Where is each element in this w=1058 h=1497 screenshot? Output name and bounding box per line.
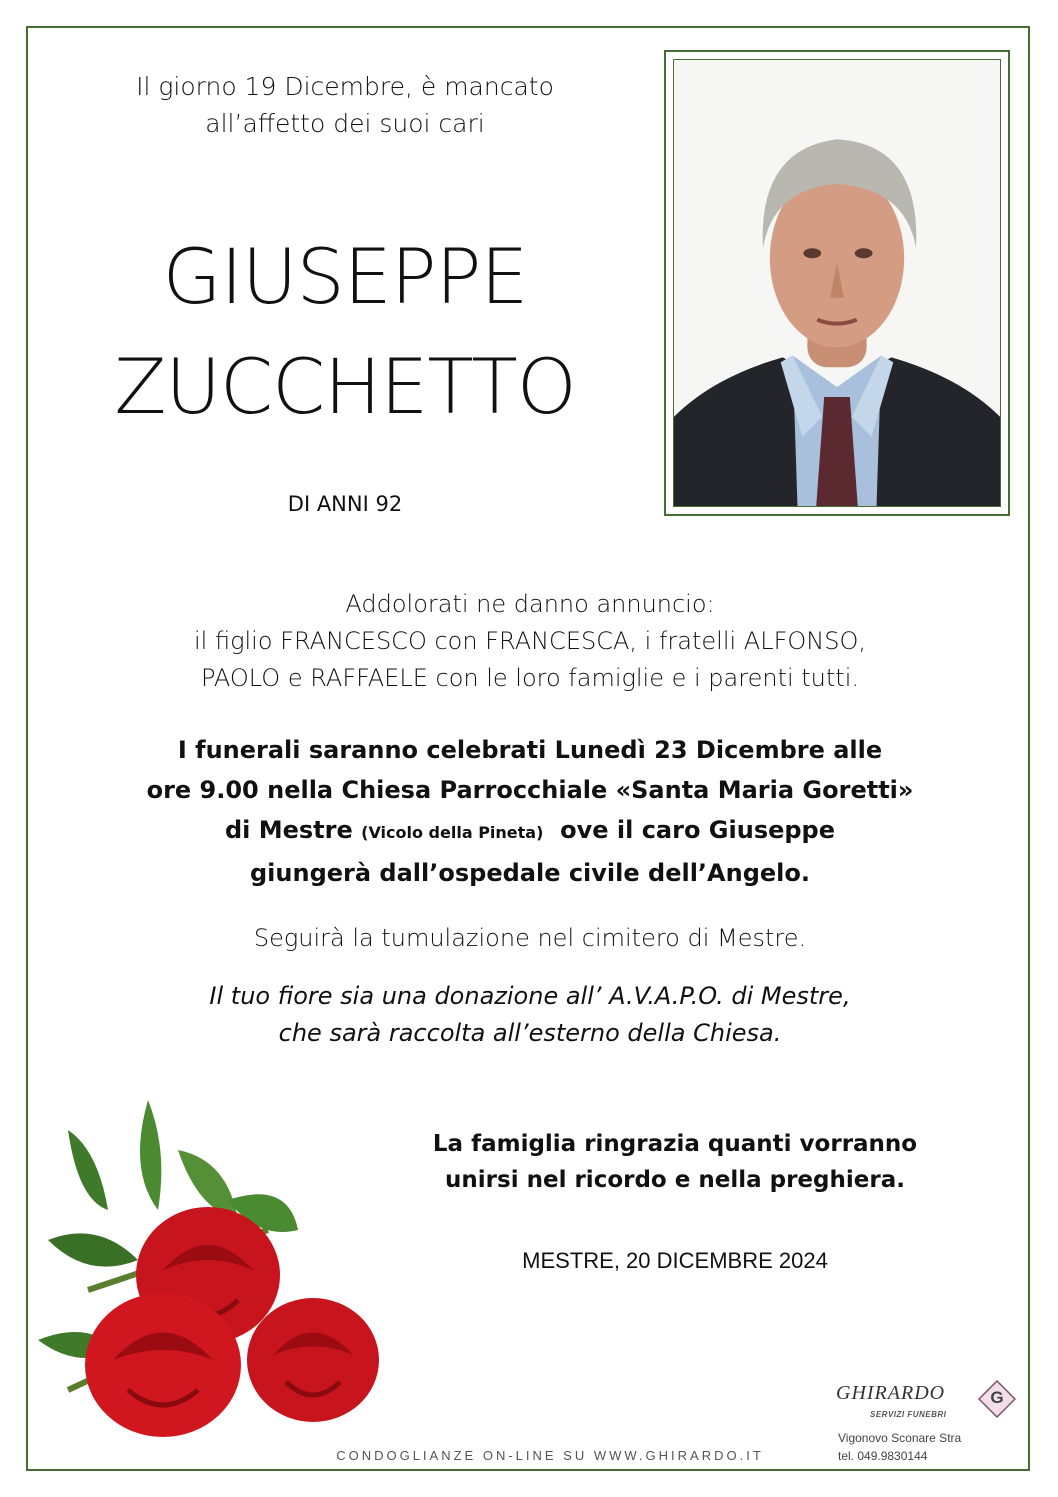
donation-line: che sarà raccolta all’esterno della Chiesa.: [278, 1019, 782, 1047]
portrait-photo: [673, 59, 1001, 507]
last-name: ZUCCHETTO: [114, 342, 576, 431]
logo-address: Vigonovo Sconare Stra: [838, 1431, 962, 1445]
deceased-age: DI ANNI 92: [287, 492, 403, 516]
intro-line: Il giorno 19 Dicembre, è mancato: [136, 72, 554, 101]
deceased-name: [40, 222, 650, 442]
portrait-frame: [664, 50, 1010, 516]
funeral-city: di Mestre: [224, 816, 353, 844]
family-thanks: [400, 1126, 950, 1198]
thanks-line: unirsi nel ricordo e nella preghiera.: [445, 1167, 905, 1193]
funeral-line: giungerà dall’ospedale civile dell’Angelo.: [250, 859, 810, 887]
roses-illustration: [28, 1090, 428, 1470]
logo-subtitle: SERVIZI FUNEBRI: [870, 1410, 947, 1419]
announcement-line: il figlio FRANCESCO con FRANCESCA, i fratelli ALFONSO,: [194, 627, 866, 655]
donation-line: Il tuo fiore sia una donazione all’ A.V.A.P.O. di Mestre,: [209, 982, 851, 1010]
logo-letter: G: [990, 1388, 1004, 1407]
logo-name: GHIRARDO: [836, 1382, 946, 1404]
logo-contact: [838, 1429, 1023, 1465]
church-address: (Vicolo della Pineta): [361, 823, 544, 842]
condolences-footer: CONDOGLIANZE ON-LINE SU WWW.GHIRARDO.IT: [336, 1448, 764, 1463]
funeral-line: ore 9.00 nella Chiesa Parrocchiale «Santa Maria Goretti»: [146, 776, 914, 804]
logo-diamond-icon: [978, 1380, 1016, 1418]
announcement-line: Addolorati ne danno annuncio:: [345, 590, 715, 618]
intro-line: all’affetto dei suoi cari: [205, 109, 485, 138]
funeral-line: [60, 810, 1000, 853]
roses-image: [28, 1090, 428, 1470]
announcement: [80, 586, 980, 697]
death-intro: [60, 68, 630, 142]
donation-note: [80, 978, 980, 1052]
portrait-illustration: [674, 60, 1000, 506]
first-name: GIUSEPPE: [162, 232, 528, 321]
announcement-line: PAOLO e RAFFAELE con le loro famiglie e i parenti tutti.: [200, 664, 860, 692]
funeral-details: [60, 730, 1000, 893]
funeral-line: I funerali saranno celebrati Lunedì 23 Dicembre alle: [177, 736, 883, 764]
burial-note: Seguirà la tumulazione nel cimitero di Mestre.: [253, 924, 807, 952]
funeral-home-logo: [828, 1376, 1028, 1468]
logo-phone: tel. 049.9830144: [838, 1449, 928, 1463]
place-and-date: MESTRE, 20 DICEMBRE 2024: [522, 1248, 828, 1273]
funeral-arrival: ove il caro Giuseppe: [560, 816, 836, 844]
thanks-line: La famiglia ringrazia quanti vorranno: [432, 1131, 918, 1157]
